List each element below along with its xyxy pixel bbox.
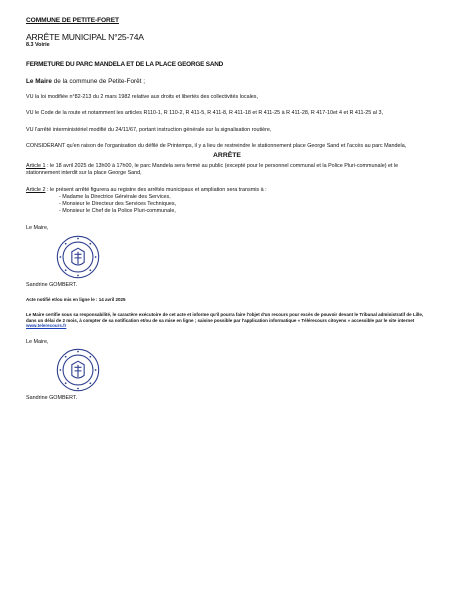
arrete-number: ARRÊTE MUNICIPAL N°25-74A (26, 32, 144, 43)
commune-header: COMMUNE DE PETITE-FORET (26, 17, 119, 24)
signature-label-1: Le Maire, (26, 225, 49, 232)
vu-clause-3: VU l'arrêté interministériel modifié du 24/11/67, portant instruction générale sur la signalisation routière, (26, 126, 272, 133)
category-code: 8.3 Voirie (26, 42, 50, 49)
recipient-list (59, 194, 428, 215)
article-1-text: : le 18 avril 2025 de 13h00 à 17h00, le parc Mandela sera fermé au public (excepté pour le personnel communal et la Police Pluri-communale) et le stationnement interdit sur la place George Sand, (26, 162, 399, 176)
recipient-item: - Madame la Directrice Générale des Services, (59, 194, 171, 201)
article-2-text: : le présent arrêté figurera au registre des arrêtés municipaux et ampliation sera transmis à : (45, 187, 267, 194)
mayor-line (26, 78, 428, 85)
decision-title: ARRÊTE (213, 151, 241, 159)
telerecours-link[interactable]: www.telerecours.fr (26, 323, 67, 329)
recipient-item: - Monsieur le Directeur des Services Techniques, (59, 201, 177, 208)
town-seal-icon (56, 235, 100, 279)
article-2 (26, 187, 428, 194)
article-1-label: Article 1 (26, 162, 46, 169)
vu-clause-2: VU le Code de la route et notamment les articles R110-1, R 110-2, R 411-5, R 411-8, R 411-18 et R 411-25 à R 411-28, R 417-10et 4 et R 411-25 al 3, (26, 110, 383, 117)
legal-notice-text: Le Maire certifie sous sa responsabilité, le caractère exécutoire de cet acte et informe qu'il pourra faire l'objet d'un recours pour excès de pouvoir devant le Tribunal administratif de Lille, dans un délai de 2 mois, à compter de sa notification et/ou de sa mise en ligne ; saisine possible par l'application informatique « Télérecours citoyens » accessible par le site internet (26, 312, 424, 323)
signatory-name-2: Sandrine GOMBERT. (26, 395, 78, 402)
signature-label-2: Le Maire, (26, 338, 49, 345)
mayor-line-rest: de la commune de Petite-Forêt ; (51, 78, 146, 86)
article-1 (26, 163, 428, 177)
article-2-label: Article 2 (26, 187, 46, 194)
vu-clause-1: VU la loi modifiée n°82-213 du 2 mars 1982 relative aux droits et libertés des collectivités locales, (26, 94, 258, 101)
considerant-bold: CONSIDÉRANT (26, 142, 66, 149)
mayor-line-bold: Le Maire (26, 78, 52, 86)
town-seal-icon (56, 348, 100, 392)
decree-subject: FERMETURE DU PARC MANDELA ET DE LA PLACE GEORGE SAND (26, 61, 224, 69)
signatory-name-1: Sandrine GOMBERT. (26, 281, 78, 288)
considerant-clause (26, 143, 428, 150)
recipient-item: - Monsieur le Chef de la Police Pluri-communale, (59, 208, 176, 215)
considerant-rest: qu'en raison de l'organisation du défilé de Printemps, il y a lieu de restreindre le stationnement place George Sand et l'accès au parc Mandela, (65, 142, 407, 149)
legal-notice (26, 312, 428, 329)
notification-date: Acte notifié et/ou mis en ligne le : 14 avril 2025 (26, 296, 126, 302)
